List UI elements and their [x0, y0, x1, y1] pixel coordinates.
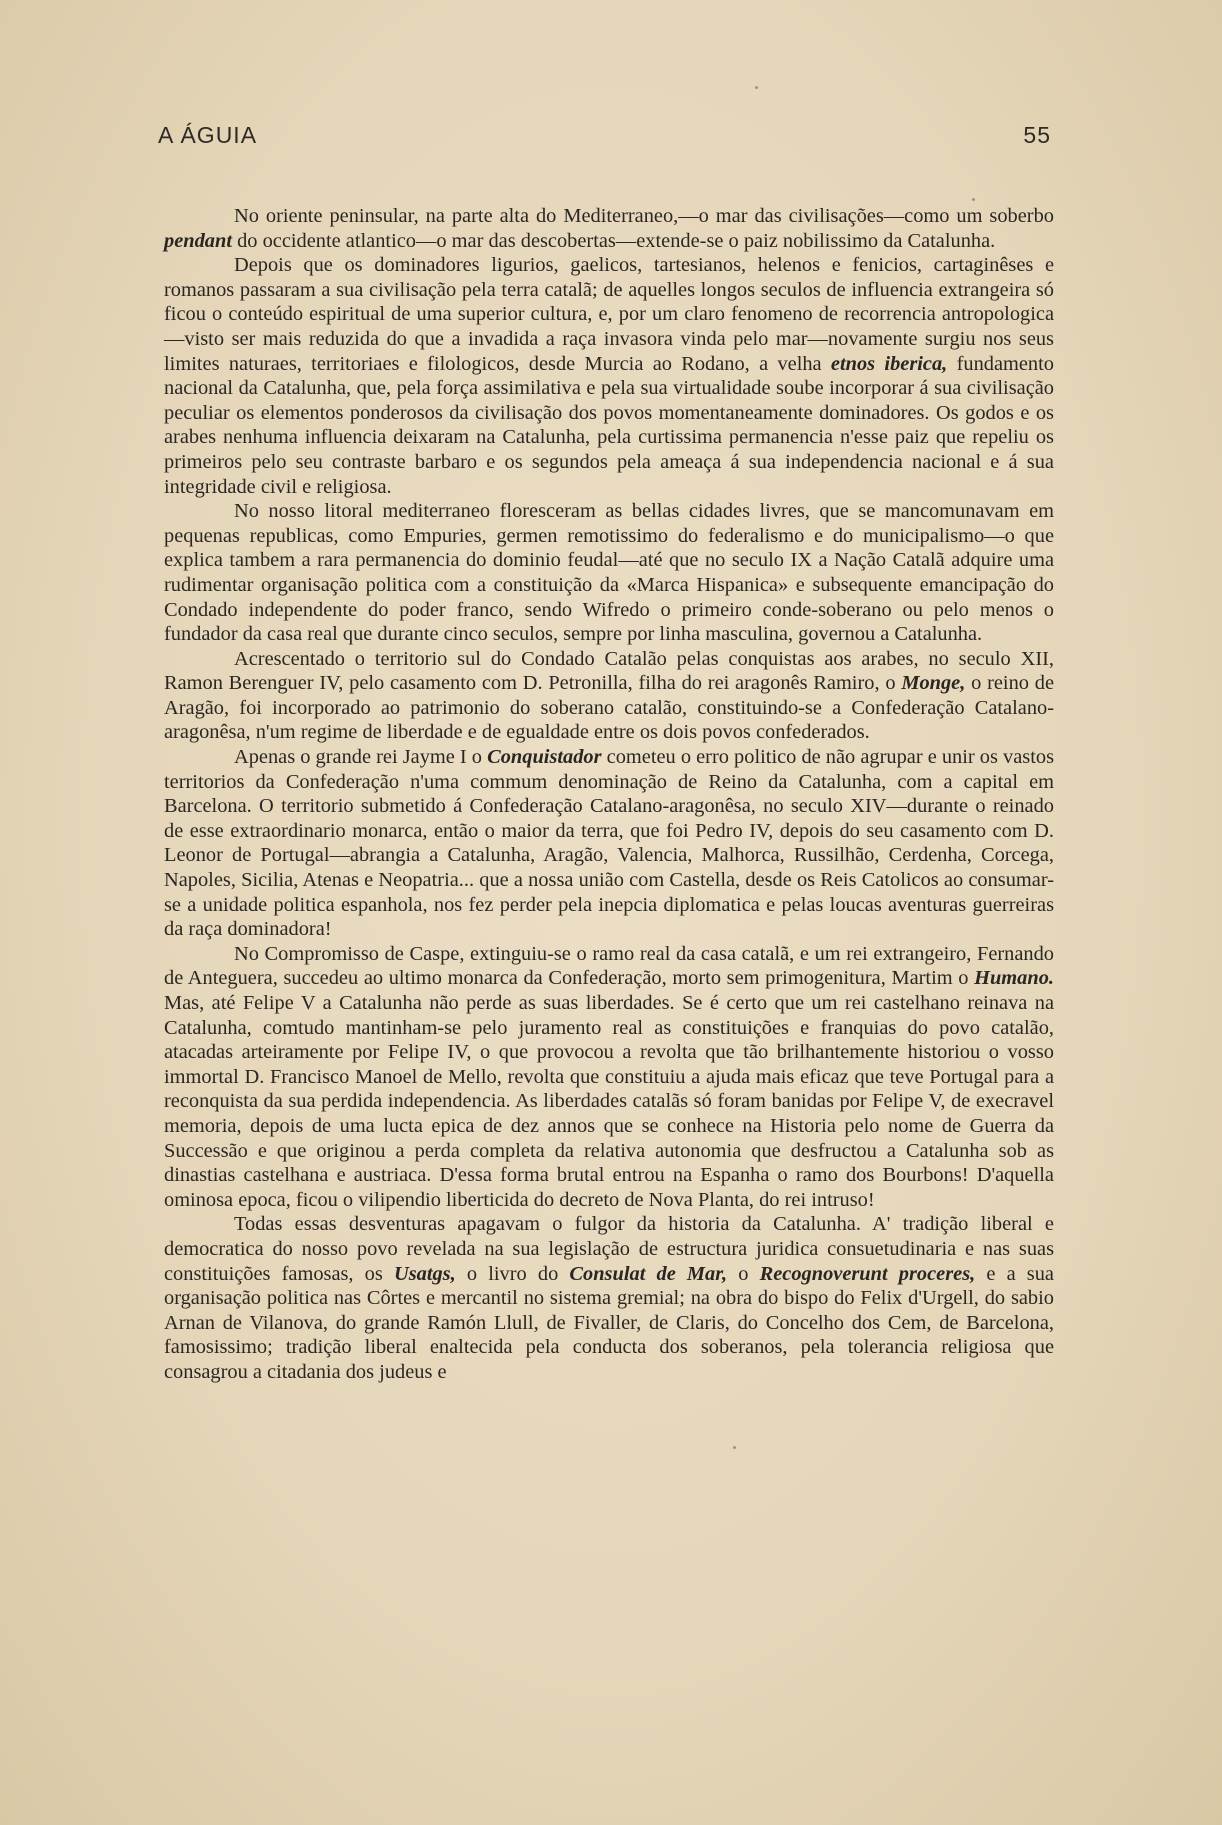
text-run: No oriente peninsular, na parte alta do Mediterraneo,—o mar das civilisações—como um soberbo — [234, 205, 1054, 227]
italic-term: Humano. — [974, 967, 1054, 990]
text-run: o livro do — [455, 1262, 570, 1285]
paper-speck — [733, 1446, 736, 1449]
text-run: Todas essas desventuras apagavam o fulgor da historia da Catalunha. A' tradição liberal e democratica do nosso povo revelada na sua legislação de estructura juridica consuetudinaria e nas suas constituições famosas, os — [164, 1213, 1054, 1285]
text-run: o — [727, 1262, 760, 1285]
text-run: fundamento nacional da Catalunha, que, pela força assimilativa e pela sua virtualidade soube incorporar á sua civilisação peculiar os elementos ponderosos da civilisação dos povos momentaneamente dominadores. Os godos e os arabes nenhuma influencia deixaram na Catalunha, pela curtissima permanencia n'esse paiz que repeliu os primeiros pelo seu contraste barbaro e os segundos pela ameaça á sua independencia nacional e á sua integridade civil e religiosa. — [164, 352, 1054, 498]
text-run: No nosso litoral mediterraneo floresceram as bellas cidades livres, que se mancomunavam em pequenas republicas, como Empuries, germen remotissimo do federalismo e do municipalismo—o que explica tambem a rara permanencia do dominio feudal—até que no seculo IX a Nação Catalã adquire uma rudimentar organisação politica com a constituição da «Marca Hispanica» e subsequente emancipação do Condado independente do poder franco, sendo Wifredo o primeiro conde-soberano ou pelo menos o fundador da casa real que durante cinco seculos, sempre por linha masculina, governou a Catalunha. — [164, 500, 1054, 646]
paragraph — [164, 1212, 1054, 1384]
text-run: e a sua organisação politica nas Côrtes e mercantil no sistema gremial; na obra do bispo do Felix d'Urgell, do sabio Arnan de Vilanova, do grande Ramón Llull, de Fivaller, de Claris, do Concelho dos Cem, de Barcelona, famosissimo; tradição liberal enaltecida pela conducta dos soberanos, pela tolerancia religiosa que consagrou a citadania dos judeus e — [164, 1262, 1054, 1383]
article-body — [164, 204, 1054, 1385]
italic-term: etnos iberica, — [830, 352, 948, 375]
text-run: Mas, até Felipe V a Catalunha não perde as suas liberdades. Se é certo que um rei castelhano reinava na Catalunha, comtudo mantinham-se pelo juramento real as constituições e franquias do povo catalão, atacadas arteiramente por Felipe IV, o que provocou a revolta que tão brilhantemente historiou o vosso immortal D. Francisco Manoel de Mello, revolta que constituiu a ajuda mais eficaz que teve Portugal para a reconquista da sua perdida independencia. As liberdades catalãs só foram banidas por Felipe V, de execravel memoria, depois de uma lucta epica de dez annos que se conhece na Historia pelo nome de Guerra da Successão e que originou a perda completa da relativa autonomia que desfructou a Catalunha sob as dinastias castelhana e austriaca. D'essa forma brutal entrou na Espanha o ramo dos Bourbons! D'aquella ominosa epoca, ficou o vilipendio liberticida do decreto de Nova Planta, do rei intruso! — [164, 992, 1054, 1211]
paragraph — [164, 942, 1054, 1213]
text-run: cometeu o erro politico de não agrupar e unir os vastos territorios da Confederação n'uma commum denominação de Reino da Catalunha, com a capital em Barcelona. O territorio submetido á Confederação Catalano-aragonêsa, no seculo XIV—durante o reinado de esse extraordinario monarca, então o maior da terra, que foi Pedro IV, depois do seu casamento com D. Leonor de Portugal—abrangia a Catalunha, Aragão, Valencia, Malhorca, Russilhão, Cerdenha, Corcega, Napoles, Sicilia, Atenas e Neopatria... que a nossa união com Castella, desde os Reis Catolicos ao consumar-se a unidade politica espanhola, nos fez perder pela inepcia diplomatica e pelas loucas aventuras guerreiras da raça dominadora! — [164, 746, 1055, 941]
running-header — [158, 122, 1051, 152]
paragraph — [164, 253, 1054, 499]
italic-term: Recognoverunt proceres, — [759, 1262, 976, 1285]
paragraph — [164, 745, 1054, 942]
text-run: Depois que os dominadores ligurios, gaelicos, tartesianos, helenos e fenicios, cartaginêses e romanos passaram a sua civilisação pela terra catalã; de aquelles longos seculos de influencia extrangeira só ficou o conteúdo espiritual de uma superior cultura, e, por um claro fenomeno de recorrencia antropologica—visto ser mais reduzida do que a invadida a raça invasora vinda pelo mar—novamente surgiu nos seus limites naturaes, territoriaes e filologicos, desde Murcia ao Rodano, a velha — [164, 254, 1054, 375]
journal-title: A ÁGUIA — [158, 122, 258, 148]
italic-term: Conquistador — [487, 746, 602, 769]
paper-speck — [755, 86, 758, 89]
text-run: No Compromisso de Caspe, extinguiu-se o ramo real da casa catalã, e um rei extrangeiro, Fernando de Anteguera, succedeu ao ultimo monarca da Confederação, morto sem primogenitura, Martim o — [164, 942, 1054, 990]
page-number: 55 — [1023, 122, 1051, 148]
paragraph — [164, 499, 1054, 647]
text-run: Acrescentado o territorio sul do Condado Catalão pelas conquistas aos arabes, no seculo XII, Ramon Berenguer IV, pelo casamento com D. Petronilla, filha do rei aragonês Ramiro, o — [164, 647, 1054, 695]
italic-term: Consulat de Mar, — [569, 1262, 728, 1285]
italic-term: Monge, — [901, 672, 966, 695]
paragraph — [164, 647, 1054, 745]
paragraph — [164, 204, 1054, 253]
paper-speck — [972, 198, 975, 201]
italic-term: Usatgs, — [393, 1262, 456, 1285]
italic-term: pendant — [164, 229, 232, 252]
text-run: o reino de Aragão, foi incorporado ao patrimonio do soberano catalão, constituindo-se a Confederação Catalano-aragonêsa, n'um regime de liberdade e de egualdade entre os dois povos confederados. — [164, 672, 1054, 744]
text-run: do occidente atlantico—o mar das descobertas—extende-se o paiz nobilissimo da Catalunha. — [231, 229, 996, 252]
text-run: Apenas o grande rei Jayme I o — [234, 746, 488, 769]
